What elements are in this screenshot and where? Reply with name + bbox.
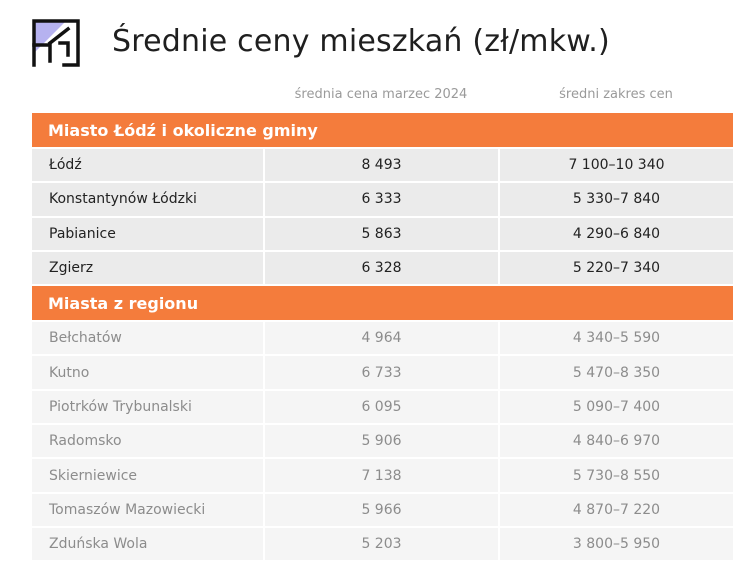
price-range: 5 090–7 400 xyxy=(500,391,733,423)
city-name: Kutno xyxy=(32,356,263,388)
table-row xyxy=(32,425,733,457)
floor-plan-logo-icon xyxy=(30,17,82,69)
price-range: 5 730–8 550 xyxy=(500,459,733,491)
avg-price: 6 095 xyxy=(265,391,498,423)
city-name: Radomsko xyxy=(32,425,263,457)
section-header-lodz: Miasto Łódź i okoliczne gminy xyxy=(32,113,733,147)
section-header-region: Miasta z regionu xyxy=(32,286,733,320)
price-range: 4 340–5 590 xyxy=(500,322,733,354)
avg-price: 5 203 xyxy=(265,528,498,560)
avg-price: 8 493 xyxy=(265,149,498,181)
price-range: 4 840–6 970 xyxy=(500,425,733,457)
column-header-avg-price: średnia cena marzec 2024 xyxy=(294,87,468,102)
table-row xyxy=(32,183,733,215)
city-name: Konstantynów Łódzki xyxy=(32,183,263,215)
table-row xyxy=(32,149,733,181)
avg-price: 7 138 xyxy=(265,459,498,491)
price-range: 5 470–8 350 xyxy=(500,356,733,388)
avg-price: 4 964 xyxy=(265,322,498,354)
avg-price: 5 966 xyxy=(265,494,498,526)
avg-price: 5 906 xyxy=(265,425,498,457)
city-name: Zgierz xyxy=(32,252,263,284)
price-range: 7 100–10 340 xyxy=(500,149,733,181)
table-row xyxy=(32,252,733,284)
city-name: Piotrków Trybunalski xyxy=(32,391,263,423)
price-table xyxy=(32,113,733,562)
city-name: Łódź xyxy=(32,149,263,181)
table-row xyxy=(32,459,733,491)
table-row xyxy=(32,528,733,560)
table-row xyxy=(32,494,733,526)
column-header-price-range: średni zakres cen xyxy=(559,87,673,102)
table-row xyxy=(32,391,733,423)
city-name: Tomaszów Mazowiecki xyxy=(32,494,263,526)
price-range: 5 330–7 840 xyxy=(500,183,733,215)
table-row xyxy=(32,322,733,354)
avg-price: 6 733 xyxy=(265,356,498,388)
table-row xyxy=(32,356,733,388)
page-title: Średnie ceny mieszkań (zł/mkw.) xyxy=(112,24,610,59)
table-row xyxy=(32,218,733,250)
avg-price: 5 863 xyxy=(265,218,498,250)
price-range: 4 290–6 840 xyxy=(500,218,733,250)
price-range: 4 870–7 220 xyxy=(500,494,733,526)
price-range: 5 220–7 340 xyxy=(500,252,733,284)
city-name: Bełchatów xyxy=(32,322,263,354)
avg-price: 6 333 xyxy=(265,183,498,215)
city-name: Skierniewice xyxy=(32,459,263,491)
avg-price: 6 328 xyxy=(265,252,498,284)
city-name: Zduńska Wola xyxy=(32,528,263,560)
price-range: 3 800–5 950 xyxy=(500,528,733,560)
city-name: Pabianice xyxy=(32,218,263,250)
